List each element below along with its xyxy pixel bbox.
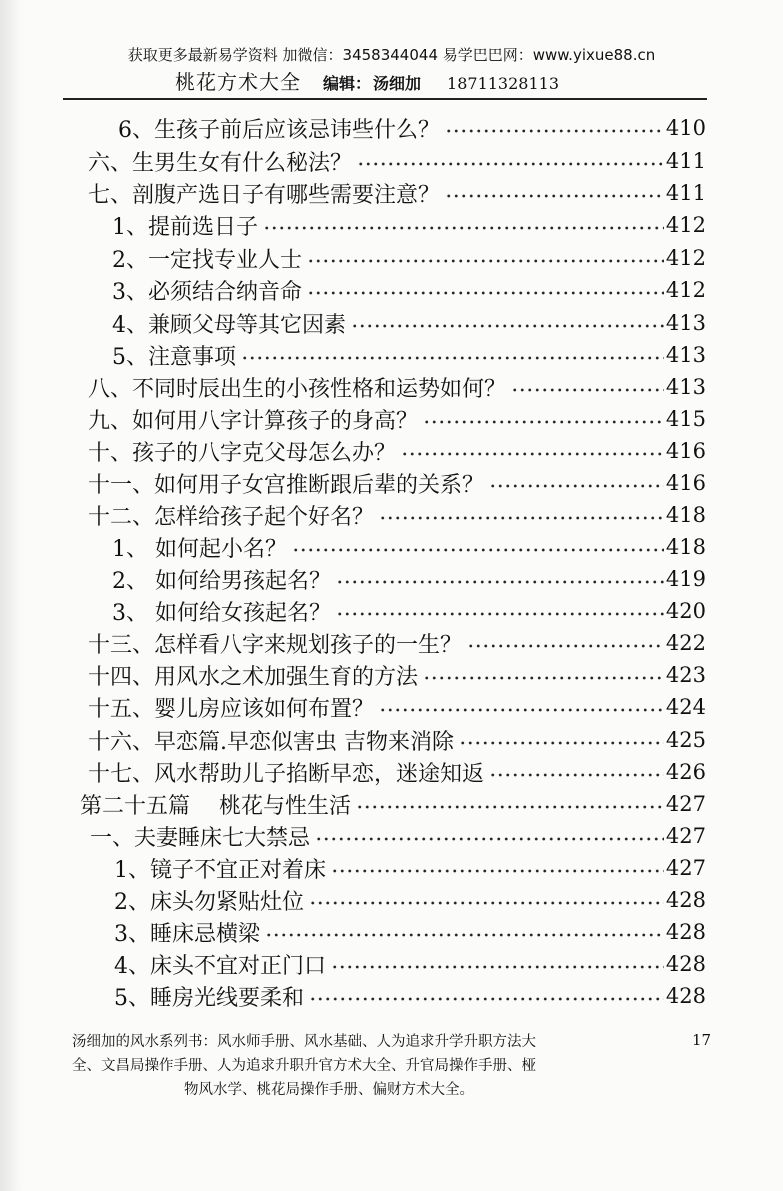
toc-entry-title: 十一、如何用子女宫推断跟后辈的关系？ <box>88 472 485 498</box>
toc-entry <box>112 209 706 241</box>
footer-line: 汤细加的风水系列书：风水师手册、风水基础、人为追求升学升职方法大 <box>72 1034 536 1050</box>
toc-entry <box>114 980 706 1012</box>
toc-entry-title: 5、睡房光线要柔和 <box>114 985 304 1011</box>
toc-entry-title: 4、床头不宜对正门口 <box>114 953 326 979</box>
book-title: 桃花方术大全 <box>175 70 301 94</box>
editor-name: 汤细加 <box>373 74 422 93</box>
toc-entry-title: 十、孩子的八字克父母怎么办？ <box>88 440 397 466</box>
toc-entry-title: 第二十五篇 桃花与性生活 <box>80 793 351 819</box>
dot-leader <box>334 563 664 595</box>
toc-entry-page: 416 <box>665 439 706 463</box>
dot-leader <box>239 339 664 371</box>
toc-entry-page: 410 <box>665 116 706 140</box>
toc-entry <box>112 531 706 563</box>
dot-leader <box>290 531 664 563</box>
toc-entry <box>88 691 706 723</box>
header-rule <box>63 98 707 100</box>
dot-leader <box>329 852 664 884</box>
toc-entry <box>88 724 706 756</box>
toc-entry-page: 428 <box>665 888 706 912</box>
toc-entry <box>88 145 706 177</box>
toc-entry-page: 411 <box>665 149 706 173</box>
toc-entry-title: 1、 如何起小名？ <box>112 536 287 562</box>
toc-entry-title: 2、 如何给男孩起名？ <box>112 568 331 594</box>
toc-entry <box>114 948 706 980</box>
toc-entry-title: 十二、怎样给孩子起个好名？ <box>88 504 375 530</box>
toc-entry <box>90 820 706 852</box>
toc-entry <box>88 467 706 499</box>
toc-entry-page: 427 <box>665 792 706 816</box>
dot-leader <box>305 274 664 306</box>
toc-entry-title: 七、剖腹产选日子有哪些需要注意？ <box>88 182 441 208</box>
dot-leader <box>305 242 664 274</box>
toc-entry-title: 3、 如何给女孩起名？ <box>112 600 331 626</box>
dot-leader <box>377 499 664 531</box>
toc-entry-page: 422 <box>665 631 706 655</box>
running-header <box>175 66 559 95</box>
toc-entry-page: 412 <box>665 213 706 237</box>
dot-leader <box>421 659 664 691</box>
toc-entry <box>88 435 706 467</box>
dot-leader <box>355 145 664 177</box>
toc-entry-page: 413 <box>665 343 706 367</box>
page-edge-shadow <box>0 0 22 1191</box>
promo-banner: 获取更多最新易学资料 加微信：3458344044 易学巴巴网：www.yixue88.cn <box>127 46 656 64</box>
toc-entry-title: 1、镜子不宜正对着床 <box>114 857 326 883</box>
toc-entry <box>80 788 706 820</box>
toc-entry-page: 428 <box>665 920 706 944</box>
toc-entry-title: 5、注意事项 <box>112 344 236 370</box>
toc-entry <box>112 307 706 339</box>
toc-entry <box>112 242 706 274</box>
page-number: 17 <box>692 1031 712 1049</box>
toc-entry <box>88 756 706 788</box>
toc-entry-title: 九、如何用八字计算孩子的身高？ <box>88 408 419 434</box>
toc-entry-title: 十四、用风水之术加强生育的方法 <box>88 664 419 690</box>
dot-leader <box>487 756 664 788</box>
toc-entry-title: 十六、早恋篇.早恋似害虫 吉物来消除 <box>88 729 454 755</box>
editor-phone: 18711328113 <box>447 74 560 93</box>
dot-leader <box>307 980 664 1012</box>
dot-leader <box>261 209 664 241</box>
toc-entry-page: 418 <box>665 503 706 527</box>
dot-leader <box>334 595 664 627</box>
toc-entry-page: 424 <box>665 695 706 719</box>
toc-entry-page: 427 <box>665 824 706 848</box>
toc-entry-page: 428 <box>665 984 706 1008</box>
toc-entry <box>114 916 706 948</box>
dot-leader <box>443 177 664 209</box>
toc-entry-title: 六、生男生女有什么秘法？ <box>88 150 353 176</box>
footer-line: 物风水学、桃花局操作手册、偏财方术大全。 <box>184 1082 474 1098</box>
toc-entry-page: 425 <box>665 728 706 752</box>
toc-entry-title: 6、生孩子前后应该忌讳些什么？ <box>118 117 440 143</box>
dot-leader <box>329 948 664 980</box>
toc-entry-page: 426 <box>665 760 706 784</box>
toc-entry-page: 418 <box>665 535 706 559</box>
toc-entry-page: 412 <box>665 246 706 270</box>
toc-entry-page: 423 <box>665 663 706 687</box>
toc-entry-page: 413 <box>665 375 706 399</box>
dot-leader <box>313 820 664 852</box>
toc-entry-title: 十七、风水帮助儿子掐断早恋，迷途知返 <box>88 761 485 787</box>
toc-entry-title: 十三、怎样看八字来规划孩子的一生？ <box>88 632 463 658</box>
toc-entry <box>88 499 706 531</box>
toc-entry <box>114 852 706 884</box>
dot-leader <box>399 435 664 467</box>
toc-entry-page: 428 <box>665 952 706 976</box>
toc-entry-page: 415 <box>665 407 706 431</box>
toc-entry <box>88 627 706 659</box>
toc-entry-title: 3、睡床忌横梁 <box>114 921 260 947</box>
toc-entry-title: 1、提前选日子 <box>112 214 258 240</box>
toc-entry <box>112 339 706 371</box>
toc-entry <box>112 595 706 627</box>
toc-entry <box>112 563 706 595</box>
toc-entry-page: 420 <box>665 599 706 623</box>
toc-entry-page: 412 <box>665 278 706 302</box>
dot-leader <box>349 307 664 339</box>
toc-entry-page: 416 <box>665 471 706 495</box>
dot-leader <box>354 788 664 820</box>
toc-entry <box>88 177 706 209</box>
toc-entry <box>112 274 706 306</box>
toc-entry-title: 八、不同时辰出生的小孩性格和运势如何？ <box>88 376 507 402</box>
toc-entry <box>118 112 706 144</box>
toc-entry-page: 427 <box>665 856 706 880</box>
dot-leader <box>307 884 664 916</box>
toc-entry-title: 一、夫妻睡床七大禁忌 <box>90 825 311 851</box>
dot-leader <box>421 403 664 435</box>
toc-entry <box>88 371 706 403</box>
dot-leader <box>487 467 664 499</box>
toc-entry-title: 3、必须结合纳音命 <box>112 279 302 305</box>
editor-label: 编辑： <box>323 74 372 93</box>
dot-leader <box>443 112 664 144</box>
dot-leader <box>377 691 664 723</box>
toc-entry-page: 413 <box>665 311 706 335</box>
toc-entry-title: 2、一定找专业人士 <box>112 247 302 273</box>
toc-entry-page: 419 <box>665 567 706 591</box>
toc-entry <box>88 403 706 435</box>
toc-entry-title: 十五、婴儿房应该如何布置？ <box>88 696 375 722</box>
dot-leader <box>465 627 664 659</box>
toc-entry-page: 411 <box>665 181 706 205</box>
toc-entry <box>114 884 706 916</box>
footer-line: 全、文昌局操作手册、人为追求升职升官方术大全、升官局操作手册、桠 <box>72 1058 536 1074</box>
toc-entry-title: 2、床头勿紧贴灶位 <box>114 889 304 915</box>
dot-leader <box>263 916 664 948</box>
toc-entry-title: 4、兼顾父母等其它因素 <box>112 312 346 338</box>
toc-entry <box>88 659 706 691</box>
dot-leader <box>509 371 664 403</box>
dot-leader <box>457 724 664 756</box>
